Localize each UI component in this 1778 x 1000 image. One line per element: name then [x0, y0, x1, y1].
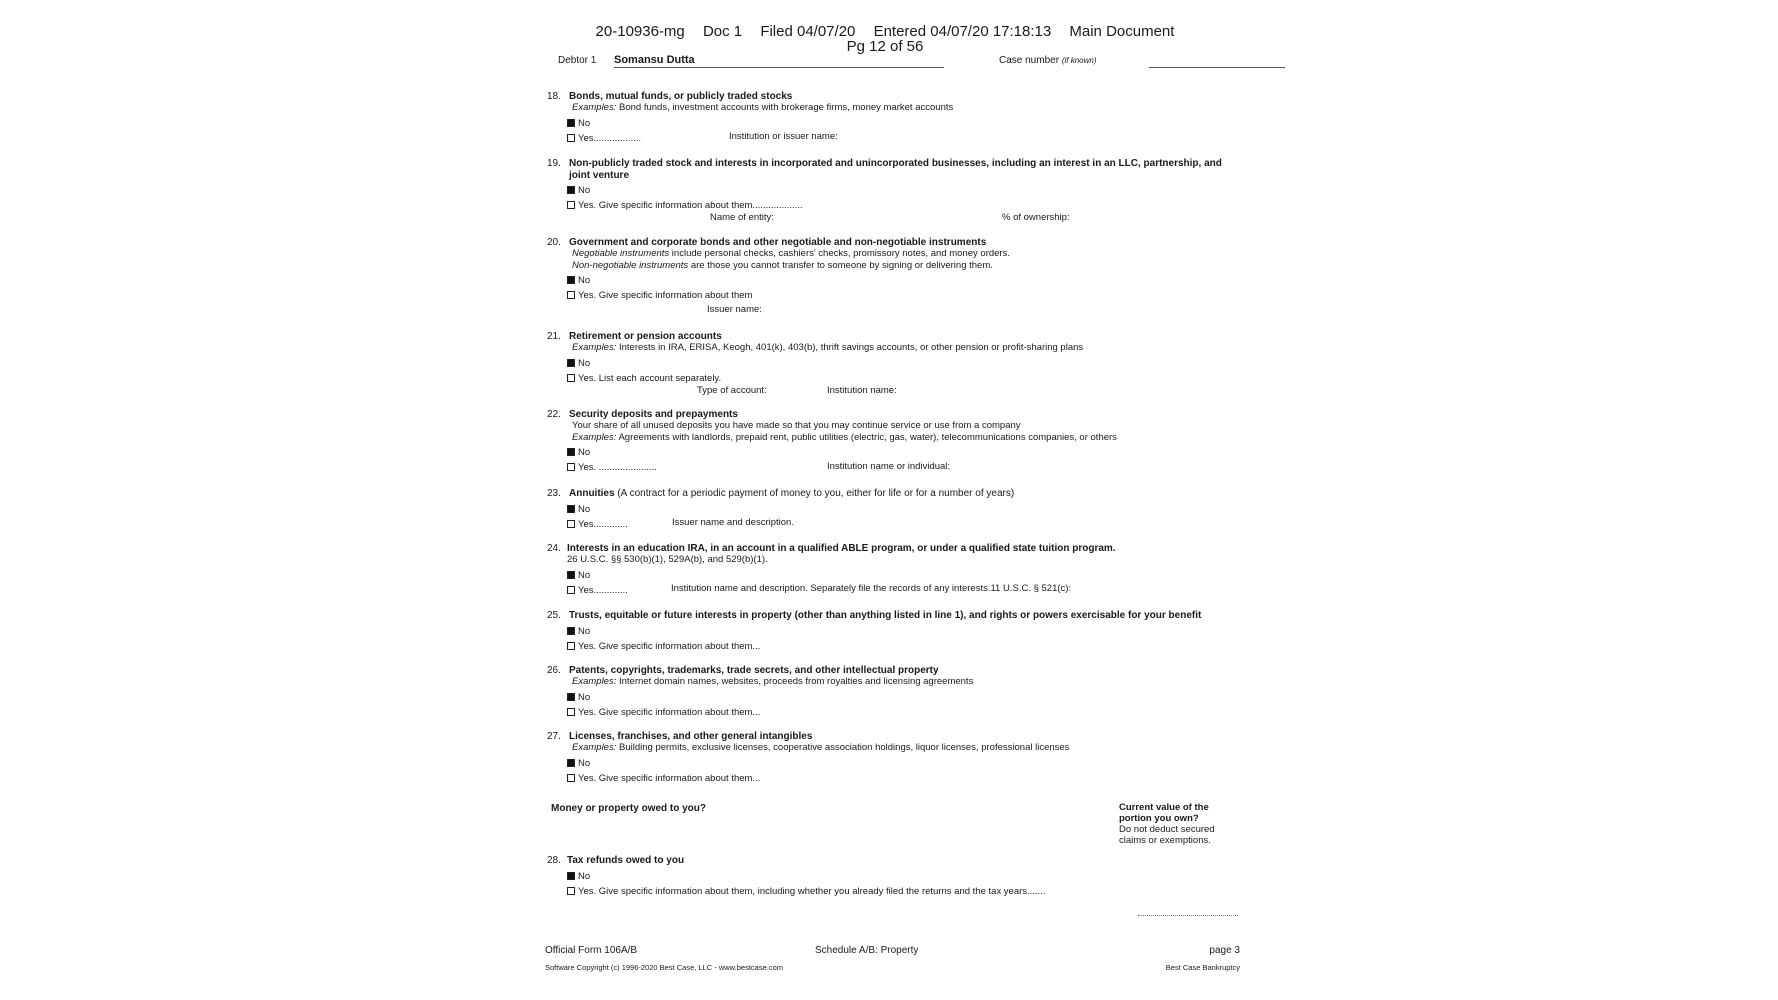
question-title: Security deposits and prepayments	[569, 409, 738, 420]
examples-text: Examples: Agreements with landlords, prepaid rent, public utilities (electric, gas, water), telecommunications companies, or others	[572, 432, 1117, 443]
checkbox-checked-icon	[567, 505, 575, 513]
question-title: Patents, copyrights, trademarks, trade secrets, and other intellectual property	[569, 665, 939, 676]
negotiable-text: Negotiable instruments include personal checks, cashiers' checks, promissory notes, and money orders.	[572, 248, 1010, 259]
checkbox-checked-icon	[567, 448, 575, 456]
checkbox-checked-icon	[567, 693, 575, 701]
no-option[interactable]: No	[567, 692, 590, 704]
no-option[interactable]: No	[567, 447, 590, 459]
checkbox-checked-icon	[567, 627, 575, 635]
checkbox-checked-icon	[567, 872, 575, 880]
yes-option[interactable]: Yes. Give specific information about them...	[567, 641, 760, 653]
current-value-instruction: Do not deduct secured claims or exemptions.	[1119, 824, 1215, 846]
checkbox-empty-icon	[567, 708, 575, 716]
examples-text: Examples: Bond funds, investment accounts with brokerage firms, money market accounts	[572, 102, 954, 113]
checkbox-empty-icon	[567, 291, 575, 299]
checkbox-empty-icon	[567, 887, 575, 895]
no-option[interactable]: No	[567, 570, 590, 582]
checkbox-empty-icon	[567, 134, 575, 142]
deposits-description: Your share of all unused deposits you have made so that you may continue service or use from a company	[572, 420, 1021, 431]
entity-name-field-label: Name of entity:	[710, 212, 774, 223]
debtor-row	[552, 55, 1242, 71]
ownership-field-label: % of ownership:	[1002, 212, 1070, 223]
examples-text: Examples: Building permits, exclusive licenses, cooperative association holdings, liquor licenses, professional licenses	[572, 742, 1070, 753]
debtor-label: Debtor 1	[558, 55, 597, 66]
checkbox-checked-icon	[567, 276, 575, 284]
checkbox-checked-icon	[567, 359, 575, 367]
page-count: Pg 12 of 56	[846, 38, 924, 55]
debtor-name: Somansu Dutta	[614, 54, 944, 68]
page-number: page 3	[1209, 945, 1240, 956]
best-case-brand: Best Case Bankruptcy	[1165, 963, 1240, 972]
issuer-field-label: Issuer name:	[707, 304, 762, 315]
institution-individual-field-label: Institution name or individual:	[827, 461, 951, 472]
yes-option[interactable]: Yes. Give specific information about them...................	[567, 200, 803, 212]
checkbox-empty-icon	[567, 520, 575, 528]
no-option[interactable]: No	[567, 185, 590, 197]
no-option[interactable]: No	[567, 358, 590, 370]
yes-option[interactable]: Yes. Give specific information about them	[567, 290, 752, 302]
checkbox-empty-icon	[567, 201, 575, 209]
form-number: Official Form 106A/B	[545, 945, 638, 956]
checkbox-checked-icon	[567, 119, 575, 127]
question-title: Licenses, franchises, and other general intangibles	[569, 731, 813, 742]
no-option[interactable]: No	[567, 626, 590, 638]
institution-field-label: Institution name:	[827, 385, 897, 396]
value-entry-line[interactable]	[1138, 915, 1238, 916]
yes-option[interactable]: Yes. ......................	[567, 462, 657, 474]
court-header	[505, 24, 1265, 55]
question-title: Trusts, equitable or future interests in property (other than anything listed in line 1), and rights or powers exercisable for your benefit	[569, 610, 1202, 621]
yes-option[interactable]: Yes. Give specific information about them, including whether you already filed the returns and the tax years.......	[567, 886, 1046, 898]
institution-description-field-label: Institution name and description. Separately file the records of any interests.11 U.S.C. § 521(c):	[671, 583, 1072, 594]
checkbox-checked-icon	[567, 571, 575, 579]
question-title: Non-publicly traded stock and interests in incorporated and unincorporated businesses, including an interest in an LLC, partnership, and joint venture	[569, 158, 1222, 181]
no-option[interactable]: No	[567, 504, 590, 516]
case-id: 20-10936-mg	[595, 23, 685, 40]
checkbox-empty-icon	[567, 642, 575, 650]
document-page: 20-10936-mg Doc 1 Filed 04/07/20 Entered 04/07/20 17:18:13 Main Document Pg 12 of 56 Debtor 1 Somansu Dutta Case number (if known) 18. Bonds, mutual funds, or publicly traded stocks Examples: Bond funds, investment accounts with brokerage firms, money market accounts No Yes.................. Institution or issuer name: 19. Non-publicly traded stock and interests in incorporated and unincorporated businesses, including an interest in an LLC, partnership, and joint venture No Yes. Give specific information about them................... Name of entity: % of ownership: 20. Government and corporate bonds and other negotiable and non-negotiable instruments Negotiable instruments include personal checks, cashiers' checks, promissory notes, and money orders. Non-negotiable instruments are those you cannot transfer to someone by signing or delivering them. No Yes. Give specific information about them Issuer name: 21. Retirement or pension accounts Examples: Interests in IRA, ERISA, Keogh, 401(k), 403(b), thrift savings accounts, or other pension or profit-sharing plans No Yes. List each account separately. Type of account: Institution name: 22. Security deposits and prepayments Your share of all unused deposits you have made so that you may continue service or use from a company Examples: Agreements with landlords, prepaid rent, public utilities (electric, gas, water), telecommunications companies, or others No Yes. ...................... Institution name or individual: 23. Annuities (A contract for a periodic payment of money to you, either for life or for a number of years) No Yes............. Issuer name and description. 24. Interests in an education IRA, in an account in a qualified ABLE program, or under a qualified state tuition program. 26 U.S.C. §§ 530(b)(1), 529A(b), and 529(b)(1). No Yes............. Institution name and description. Separately file the records of any interests.11 U.S.C. § 521(c): 25. Trusts, equitable or future interests in property (other than anything listed in line 1), and rights or powers exercisable for your benefit No Yes. Give specific information about them... 26. Patents, copyrights, trademarks, trade secrets, and other intellectual property Examples: Internet domain names, websites, proceeds from royalties and licensing agreements No Yes. Give specific information about them... 27. Licenses, franchises, and other general intangibles Examples: Building permits, exclusive licenses, cooperative association holdings, liquor licenses, professional licenses No Yes. Give specific information about them... Money or property owed to you? Current value of the portion you own? Do not deduct secured claims or exemptions. 28. Tax refunds owed to you No Yes. Give specific information about them, including whether you already filed the returns and the tax years....... Official Form 106A/B Schedule A/B: Property page 3 Software Copyright (c) 1996-2020 Best Case, LLC - www.bestcase.com Best Case Bankruptcy	[505, 0, 1265, 1000]
institution-field-label: Institution or issuer name:	[729, 131, 838, 142]
yes-option[interactable]: Yes. List each account separately.	[567, 373, 721, 385]
money-owed-heading: Money or property owed to you?	[551, 803, 707, 814]
examples-text: Examples: Interests in IRA, ERISA, Keogh, 401(k), 403(b), thrift savings accounts, or other pension or profit-sharing plans	[572, 342, 1084, 353]
yes-option[interactable]: Yes..................	[567, 133, 641, 145]
question-title: Government and corporate bonds and other negotiable and non-negotiable instruments	[569, 237, 987, 248]
question-title: Annuities (A contract for a periodic payment of money to you, either for life or for a number of years)	[569, 488, 1015, 499]
yes-option[interactable]: Yes.............	[567, 585, 628, 597]
yes-option[interactable]: Yes. Give specific information about them...	[567, 773, 760, 785]
checkbox-checked-icon	[567, 186, 575, 194]
yes-option[interactable]: Yes.............	[567, 519, 628, 531]
case-number-line	[1149, 67, 1285, 68]
filed-date: Filed 04/07/20	[760, 23, 856, 40]
checkbox-empty-icon	[567, 374, 575, 382]
non-negotiable-text: Non-negotiable instruments are those you cannot transfer to someone by signing or delivering them.	[572, 260, 993, 271]
case-number-label: Case number (if known)	[999, 55, 1097, 66]
yes-option[interactable]: Yes. Give specific information about them...	[567, 707, 760, 719]
checkbox-checked-icon	[567, 759, 575, 767]
issuer-description-field-label: Issuer name and description.	[672, 517, 794, 528]
question-title: Bonds, mutual funds, or publicly traded stocks	[569, 91, 793, 102]
doc-number: Doc 1	[702, 23, 743, 40]
checkbox-empty-icon	[567, 463, 575, 471]
no-option[interactable]: No	[567, 758, 590, 770]
no-option[interactable]: No	[567, 871, 590, 883]
no-option[interactable]: No	[567, 275, 590, 287]
checkbox-empty-icon	[567, 774, 575, 782]
question-title: Retirement or pension accounts	[569, 331, 722, 342]
statute-reference: 26 U.S.C. §§ 530(b)(1), 529A(b), and 529(b)(1).	[567, 554, 768, 565]
account-type-field-label: Type of account:	[697, 385, 767, 396]
entered-date: Entered 04/07/20 17:18:13	[873, 23, 1052, 40]
question-title: Interests in an education IRA, in an account in a qualified ABLE program, or under a qualified state tuition program.	[567, 543, 1116, 554]
question-title: Tax refunds owed to you	[567, 855, 685, 866]
examples-text: Examples: Internet domain names, websites, proceeds from royalties and licensing agreements	[572, 676, 974, 687]
current-value-note	[1119, 802, 1239, 846]
schedule-title: Schedule A/B: Property	[815, 945, 919, 956]
checkbox-empty-icon	[567, 586, 575, 594]
software-copyright: Software Copyright (c) 1996-2020 Best Case, LLC - www.bestcase.com	[545, 963, 784, 972]
current-value-title: Current value of the portion you own?	[1119, 802, 1209, 824]
no-option[interactable]: No	[567, 118, 590, 130]
main-document-label: Main Document	[1069, 23, 1175, 40]
